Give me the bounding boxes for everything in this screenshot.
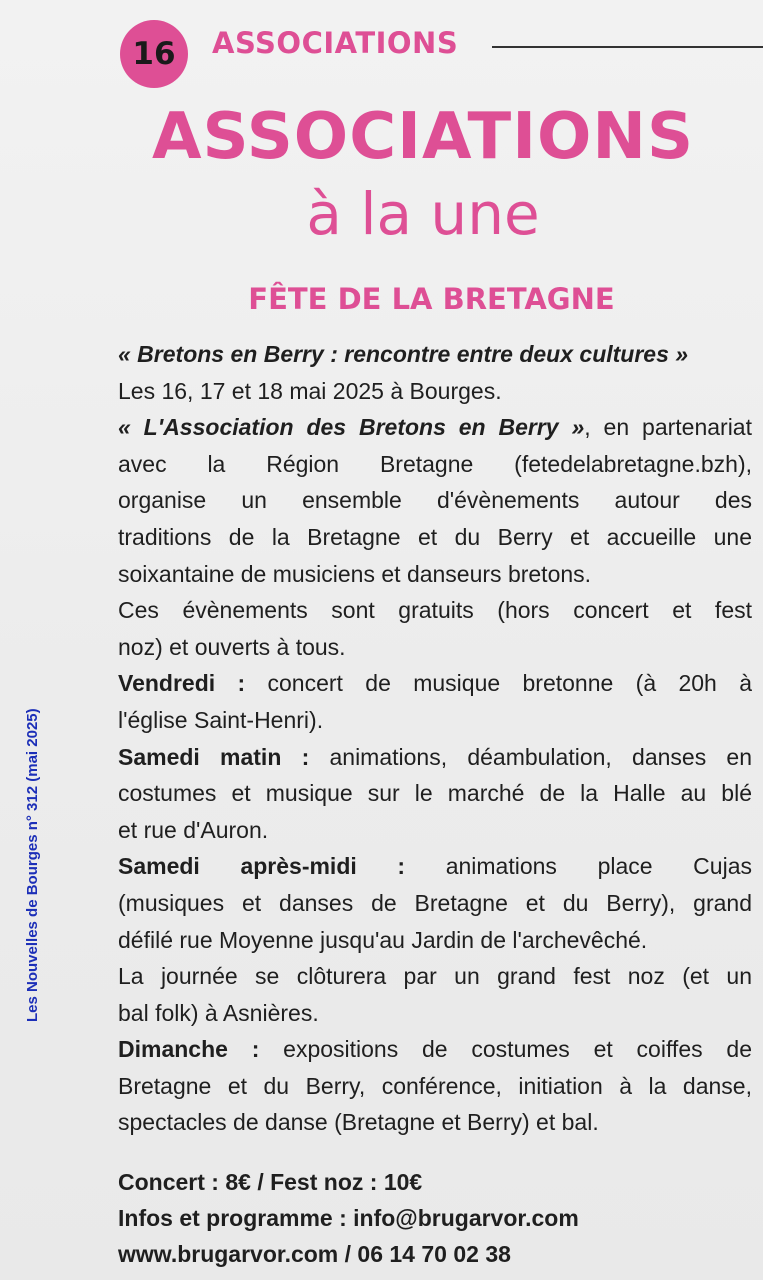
event-subtitle: « Bretons en Berry : rencontre entre deux cultures » bbox=[118, 341, 689, 367]
article-line: l'église Saint-Henri). bbox=[118, 706, 324, 733]
article-line: Dimanche : expositions de costumes et coiffes de bbox=[118, 1036, 752, 1063]
article-line: traditions de la Bretagne et du Berry et accueille une bbox=[118, 523, 752, 550]
header-rule bbox=[492, 46, 763, 48]
footer-info bbox=[118, 1164, 758, 1272]
page-number-badge: 16 bbox=[120, 20, 188, 88]
article-line: La journée se clôturera par un grand fest noz (et un bbox=[118, 963, 752, 990]
article-line: Vendredi : concert de musique bretonne (à 20h à bbox=[118, 670, 752, 697]
article-line: organise un ensemble d'évènements autour des bbox=[118, 487, 752, 514]
article-line: Samedi après-midi : animations place Cujas bbox=[118, 853, 752, 880]
friday-label: Vendredi : bbox=[118, 670, 246, 697]
article-line: Samedi matin : animations, déambulation, danses en bbox=[118, 743, 752, 770]
article-line: défilé rue Moyenne jusqu'au Jardin de l'archevêché. bbox=[118, 926, 648, 953]
sunday-label: Dimanche : bbox=[118, 1036, 260, 1063]
infos-email: Infos et programme : info@brugarvor.com bbox=[118, 1205, 579, 1231]
side-caption: Les Nouvelles de Bourges n° 312 (mai 2025) bbox=[24, 708, 41, 1022]
article-line bbox=[118, 336, 752, 373]
association-name: « L'Association des Bretons en Berry » bbox=[118, 414, 585, 441]
article-line: costumes et musique sur le marché de la Halle au blé bbox=[118, 780, 752, 807]
article-line: et rue d'Auron. bbox=[118, 816, 269, 843]
article-line: noz) et ouverts à tous. bbox=[118, 633, 346, 660]
article-line: Bretagne et du Berry, conférence, initiation à la danse, bbox=[118, 1072, 752, 1099]
article-line: « L'Association des Bretons en Berry », en partenariat bbox=[118, 414, 752, 441]
article-body bbox=[118, 336, 752, 1141]
article-line: spectacles de danse (Bretagne et Berry) et bal. bbox=[118, 1109, 599, 1136]
page-subtitle: à la une bbox=[306, 180, 540, 248]
saturday-morning-label: Samedi matin : bbox=[118, 743, 310, 770]
article-line: Ces évènements sont gratuits (hors concert et fest bbox=[118, 597, 752, 624]
article-line: bal folk) à Asnières. bbox=[118, 999, 319, 1026]
saturday-afternoon-label: Samedi après-midi : bbox=[118, 853, 406, 880]
page-title: ASSOCIATIONS bbox=[151, 100, 695, 174]
article-line: (musiques et danses de Bretagne et du Berry), grand bbox=[118, 889, 752, 916]
website-phone: www.brugarvor.com / 06 14 70 02 38 bbox=[118, 1241, 511, 1267]
prices: Concert : 8€ / Fest noz : 10€ bbox=[118, 1169, 423, 1195]
article-line: soixantaine de musiciens et danseurs bretons. bbox=[118, 560, 592, 587]
article-line: avec la Région Bretagne (fetedelabretagne.bzh), bbox=[118, 450, 752, 477]
event-dates: Les 16, 17 et 18 mai 2025 à Bourges. bbox=[118, 377, 502, 404]
event-title: FÊTE DE LA BRETAGNE bbox=[248, 282, 615, 316]
section-heading: ASSOCIATIONS bbox=[212, 26, 459, 60]
